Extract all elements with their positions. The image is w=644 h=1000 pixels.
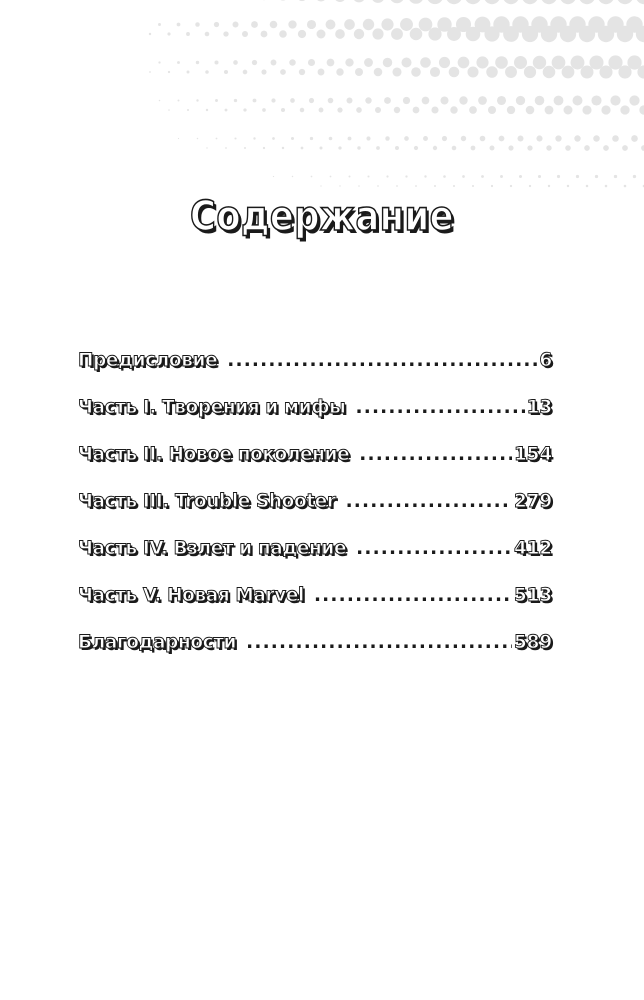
toc-leader-dots xyxy=(359,444,512,465)
toc-entry-label: Благодарности xyxy=(78,632,237,653)
table-of-contents xyxy=(78,350,552,679)
toc-entry[interactable] xyxy=(78,350,552,397)
toc-entry-page: 13 xyxy=(526,397,552,418)
toc-leader-dots xyxy=(356,538,512,559)
page-title: Содержание xyxy=(190,192,454,240)
toc-entry-label: Часть IV. Взлет и падение xyxy=(78,538,347,559)
halftone-decoration xyxy=(0,0,644,220)
toc-entry-page: 513 xyxy=(513,585,552,606)
toc-leader-dots xyxy=(355,397,524,418)
toc-entry[interactable] xyxy=(78,491,552,538)
toc-entry[interactable] xyxy=(78,397,552,444)
toc-entry[interactable] xyxy=(78,444,552,491)
toc-entry-label: Часть I. Творения и мифы xyxy=(78,397,346,418)
toc-entry-page: 6 xyxy=(539,350,552,371)
toc-leader-dots xyxy=(314,585,512,606)
toc-entry-page: 412 xyxy=(513,538,552,559)
toc-entry-label: Предисловие xyxy=(78,350,218,371)
toc-entry-label: Часть III. Trouble Shooter xyxy=(78,491,336,512)
toc-leader-dots xyxy=(246,632,512,653)
toc-entry-label: Часть V. Новая Marvel xyxy=(78,585,304,606)
toc-entry-label: Часть II. Новое поколение xyxy=(78,444,350,465)
toc-leader-dots xyxy=(346,491,512,512)
toc-entry[interactable] xyxy=(78,585,552,632)
toc-entry[interactable] xyxy=(78,538,552,585)
toc-entry-page: 279 xyxy=(513,491,552,512)
toc-entry[interactable] xyxy=(78,632,552,679)
toc-leader-dots xyxy=(227,350,537,371)
toc-entry-page: 589 xyxy=(513,632,552,653)
toc-entry-page: 154 xyxy=(513,444,552,465)
